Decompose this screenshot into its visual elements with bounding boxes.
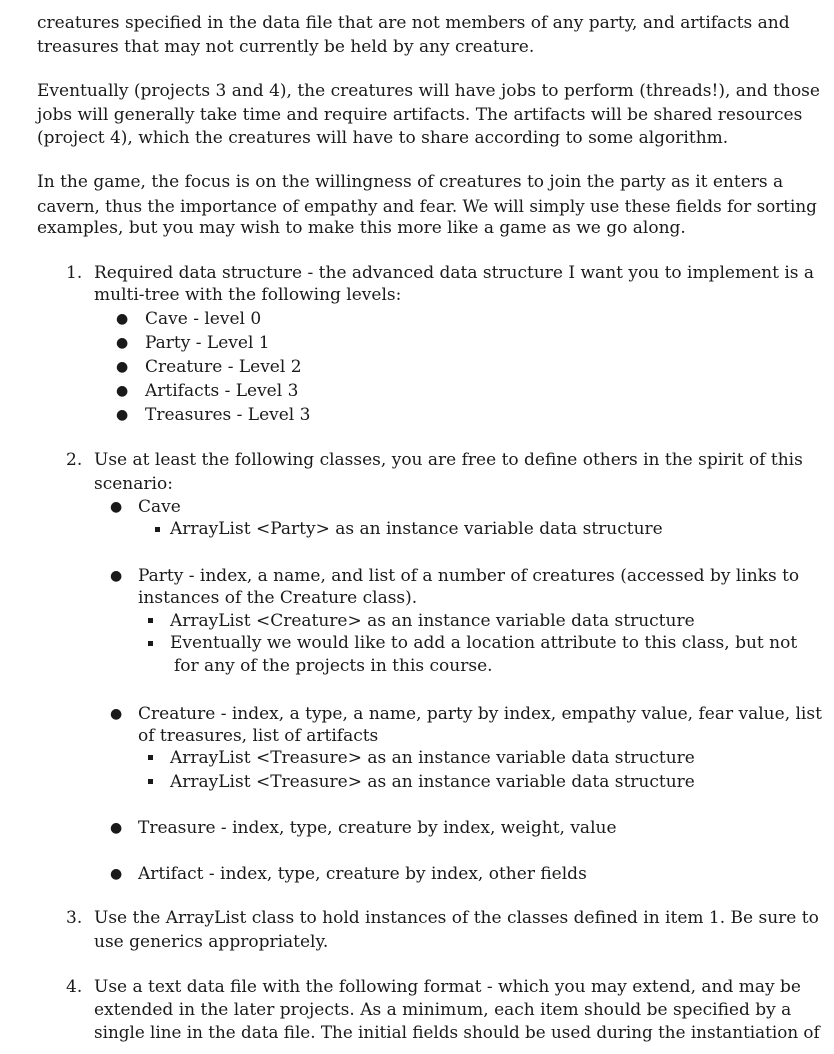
item2-line: Use at least the following classes, you are free to define others in the spirit of this <box>94 450 803 470</box>
eventually-line: (project 4), which the creatures will have to share according to some algorithm. <box>37 128 729 148</box>
item1-line: Required data structure - the advanced data structure I want you to implement is a <box>94 263 815 283</box>
bullet-icon: ● <box>110 499 123 515</box>
item4-line: extended in the later projects. As a minimum, each item should be specified by a <box>94 1000 792 1020</box>
item3-line: use generics appropriately. <box>94 932 329 952</box>
bullet-icon: ● <box>110 706 123 722</box>
item4-line: single line in the data file. The initial fields should be used during the instantiation of <box>94 1022 820 1042</box>
item2-number: 2. <box>66 450 83 470</box>
class-treasure: Treasure - index, type, creature by index, weight, value <box>138 818 617 838</box>
class-party: instances of the Creature class). <box>138 588 418 608</box>
game-line: examples, but you may wish to make this more like a game as we go along. <box>37 218 686 238</box>
item4-number: 4. <box>66 977 83 997</box>
item1-number: 1. <box>66 263 83 283</box>
creature-sub-item: ArrayList <Treasure> as an instance variable data structure <box>170 748 695 768</box>
square-bullet-icon <box>148 641 153 646</box>
class-creature: Creature - index, a type, a name, party by index, empathy value, fear value, list <box>138 704 822 724</box>
bullet-icon: ● <box>116 359 129 375</box>
party-sub-item: Eventually we would like to add a location attribute to this class, but not <box>170 633 798 653</box>
item3-line: Use the ArrayList class to hold instances of the classes defined in item 1. Be sure to <box>94 908 819 928</box>
game-line: cavern, thus the importance of empathy and fear. We will simply use these fields for sorting <box>37 196 817 216</box>
square-bullet-icon <box>148 755 153 760</box>
bullet-icon: ● <box>116 311 129 327</box>
bullet-icon: ● <box>116 335 129 351</box>
intro-line: treasures that may not currently be held by any creature. <box>37 37 535 57</box>
bullet-icon: ● <box>110 568 123 584</box>
eventually-line: jobs will generally take time and require artifacts. The artifacts will be shared resources <box>37 105 803 125</box>
class-party: Party - index, a name, and list of a number of creatures (accessed by links to <box>138 566 800 586</box>
square-bullet-icon <box>148 618 153 623</box>
party-sub-item: ArrayList <Creature> as an instance variable data structure <box>170 611 695 631</box>
item1-line: multi-tree with the following levels: <box>94 285 402 305</box>
square-bullet-icon <box>155 527 160 532</box>
bullet-icon: ● <box>116 383 129 399</box>
level-item: Treasures - Level 3 <box>145 405 311 425</box>
party-sub-item: for any of the projects in this course. <box>174 656 493 676</box>
level-item: Creature - Level 2 <box>145 357 302 377</box>
bullet-icon: ● <box>110 866 123 882</box>
item2-line: scenario: <box>94 474 173 494</box>
class-artifact: Artifact - index, type, creature by index, other fields <box>138 864 587 884</box>
game-line: In the game, the focus is on the willingness of creatures to join the party as it enters a <box>37 172 784 192</box>
creature-sub-item: ArrayList <Treasure> as an instance variable data structure <box>170 772 695 792</box>
item3-number: 3. <box>66 908 83 928</box>
eventually-line: Eventually (projects 3 and 4), the creatures will have jobs to perform (threads!), and those <box>37 81 820 101</box>
level-item: Party - Level 1 <box>145 333 270 353</box>
class-cave: Cave <box>138 497 181 517</box>
cave-sub-item: ArrayList <Party> as an instance variable data structure <box>170 519 663 539</box>
class-creature: of treasures, list of artifacts <box>138 726 379 746</box>
level-item: Cave - level 0 <box>145 309 262 329</box>
square-bullet-icon <box>148 779 153 784</box>
bullet-icon: ● <box>116 407 129 423</box>
intro-line: creatures specified in the data file that are not members of any party, and artifacts and <box>37 13 790 33</box>
item4-line: Use a text data file with the following format - which you may extend, and may be <box>94 977 801 997</box>
level-item: Artifacts - Level 3 <box>145 381 299 401</box>
bullet-icon: ● <box>110 820 123 836</box>
